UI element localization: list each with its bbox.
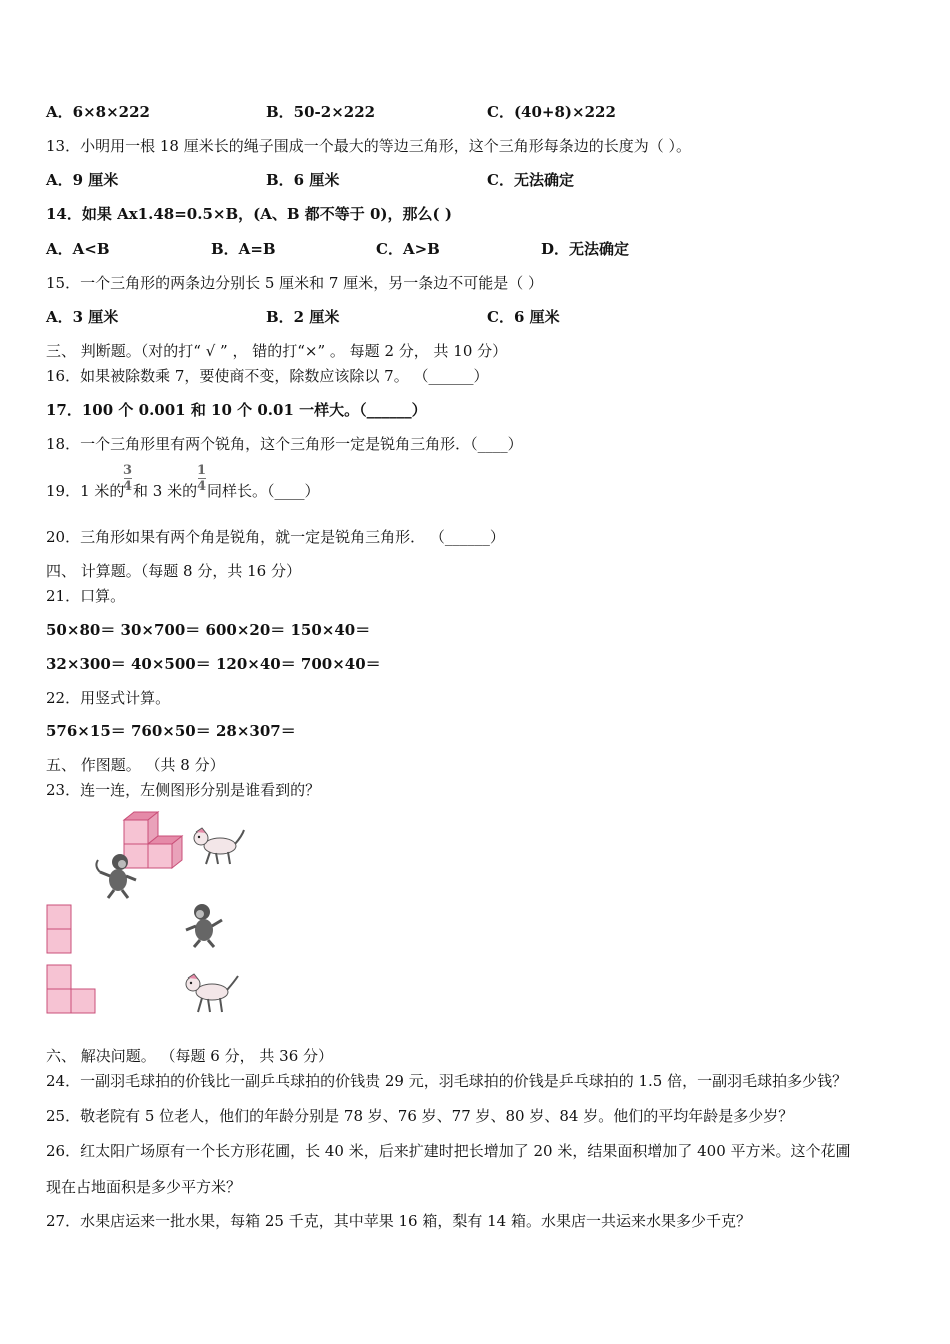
q21-row-2: 32×300＝ 40×500＝ 120×40＝ 700×40＝ — [46, 655, 381, 673]
question-18: 18．一个三角形里有两个锐角，这个三角形一定是锐角三角形．（____） — [46, 435, 523, 453]
question-22: 22．用竖式计算。 — [46, 689, 171, 707]
q15-option-a[interactable]: A．3 厘米 — [46, 308, 119, 326]
question-14: 14．如果 Ax1.48=0.5×B，(A、B 都不等于 0)，那么( ) — [46, 205, 452, 223]
question-19-part-a: 19．1 米的 — [46, 482, 125, 500]
q14-option-b[interactable]: B．A=B — [211, 240, 276, 258]
monkey-icon[interactable] — [182, 902, 226, 948]
question-19-part-b: 和 3 米的 — [133, 482, 198, 500]
question-23: 23．连一连，左侧图形分别是谁看到的？ — [46, 781, 321, 799]
question-16: 16．如果被除数乘 7，要使商不变，除数应该除以 7。 （______） — [46, 367, 489, 385]
question-19-part-c: 同样长。（____） — [207, 482, 320, 500]
question-24: 24．一副羽毛球拍的价钱比一副乒乓球拍的价钱贵 29 元，羽毛球拍的价钱是乒乓球拍的 1.5 倍，一副羽毛球拍多少钱？ — [46, 1072, 848, 1090]
q15-option-b[interactable]: B．2 厘米 — [266, 308, 340, 326]
q12-option-a[interactable]: A．6×8×222 — [46, 103, 150, 121]
view-l-shape[interactable] — [46, 964, 100, 1018]
q14-option-a[interactable]: A．A<B — [46, 240, 110, 258]
q14-option-c[interactable]: C．A>B — [376, 240, 440, 258]
question-26-continued: 现在占地面积是多少平方米？ — [46, 1178, 242, 1196]
q21-row-1: 50×80＝ 30×700＝ 600×20＝ 150×40＝ — [46, 621, 371, 639]
section-6-heading: 六、 解决问题。 （每题 6 分， 共 36 分） — [46, 1047, 334, 1065]
fraction-three-quarters: 3 4 — [123, 463, 133, 494]
q13-option-b[interactable]: B．6 厘米 — [266, 171, 340, 189]
view-two-stacked-squares[interactable] — [46, 904, 74, 956]
question-13: 13．小明用一根 18 厘米长的绳子围成一个最大的等边三角形，这个三角形每条边的长度为（ ）。 — [46, 137, 691, 155]
q22-row: 576×15＝ 760×50＝ 28×307＝ — [46, 722, 296, 740]
q12-option-c[interactable]: C．(40+8)×222 — [487, 103, 616, 121]
q13-option-a[interactable]: A．9 厘米 — [46, 171, 119, 189]
section-4-heading: 四、 计算题。（每题 8 分，共 16 分） — [46, 562, 301, 580]
question-15: 15．一个三角形的两条边分别长 5 厘米和 7 厘米，另一条边不可能是（ ） — [46, 274, 544, 292]
dog-icon — [190, 826, 246, 866]
q12-option-b[interactable]: B．50-2×222 — [266, 103, 376, 121]
question-25: 25．敬老院有 5 位老人，他们的年龄分别是 78 岁、76 岁、77 岁、80 岁、84 岁。他们的平均年龄是多少岁？ — [46, 1107, 794, 1125]
question-26: 26．红太阳广场原有一个长方形花圃，长 40 米，后来扩建时把长增加了 20 米，结果面积增加了 400 平方米。这个花圃 — [46, 1142, 851, 1160]
section-3-heading: 三、 判断题。（对的打“ √ ” ， 错的打“×” 。 每题 2 分， 共 10 分） — [46, 342, 508, 360]
dog-icon[interactable] — [182, 972, 240, 1014]
q13-option-c[interactable]: C．无法确定 — [487, 171, 574, 189]
question-21: 21．口算。 — [46, 587, 126, 605]
question-27: 27．水果店运来一批水果，每箱 25 千克，其中苹果 16 箱，梨有 14 箱。水果店一共运来水果多少千克？ — [46, 1212, 751, 1230]
question-17: 17．100 个 0.001 和 10 个 0.01 一样大。（______） — [46, 401, 427, 419]
fraction-one-quarter: 1 4 — [197, 463, 207, 494]
section-5-heading: 五、 作图题。 （共 8 分） — [46, 756, 225, 774]
monkey-icon — [94, 852, 138, 900]
q14-option-d[interactable]: D．无法确定 — [541, 240, 630, 258]
q15-option-c[interactable]: C．6 厘米 — [487, 308, 560, 326]
question-20: 20．三角形如果有两个角是锐角，就一定是锐角三角形． （______） — [46, 528, 505, 546]
